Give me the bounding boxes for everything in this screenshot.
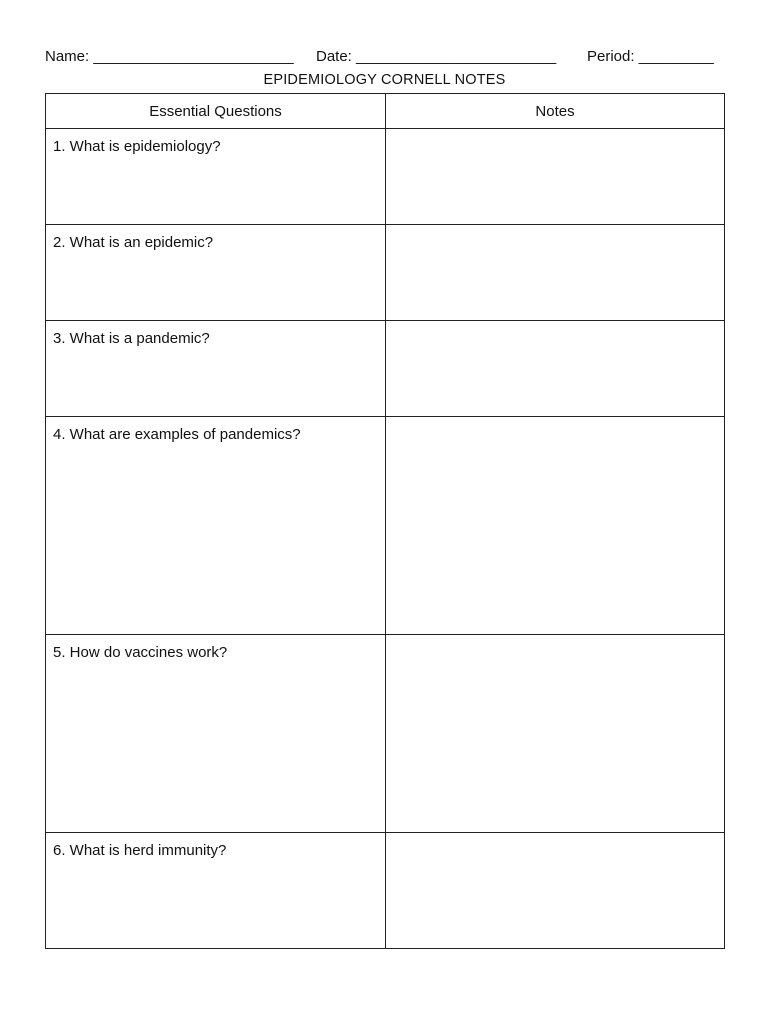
table-row (46, 225, 725, 321)
question-cell: 3. What is a pandemic? (46, 321, 386, 417)
column-header-notes: Notes (386, 94, 725, 129)
page-title: EPIDEMIOLOGY CORNELL NOTES (263, 72, 506, 88)
question-cell: 4. What are examples of pandemics? (46, 417, 386, 635)
cornell-notes-table (45, 93, 725, 949)
notes-cell[interactable] (386, 417, 725, 635)
question-cell: 5. How do vaccines work? (46, 635, 386, 833)
question-cell: 2. What is an epidemic? (46, 225, 386, 321)
notes-cell[interactable] (386, 635, 725, 833)
table-row (46, 635, 725, 833)
question-cell: 1. What is epidemiology? (46, 129, 386, 225)
question-cell: 6. What is herd immunity? (46, 833, 386, 949)
notes-cell[interactable] (386, 321, 725, 417)
period-field[interactable]: Period: _________ (587, 48, 714, 65)
table-row (46, 417, 725, 635)
table-row (46, 321, 725, 417)
name-field[interactable]: Name: ________________________ (45, 48, 294, 65)
table-row (46, 833, 725, 949)
table-row (46, 129, 725, 225)
date-field[interactable]: Date: ________________________ (316, 48, 557, 65)
notes-cell[interactable] (386, 129, 725, 225)
header-fields (45, 46, 725, 68)
notes-cell[interactable] (386, 225, 725, 321)
column-header-essential-questions: Essential Questions (46, 94, 386, 129)
notes-cell[interactable] (386, 833, 725, 949)
table-header-row (46, 94, 725, 129)
